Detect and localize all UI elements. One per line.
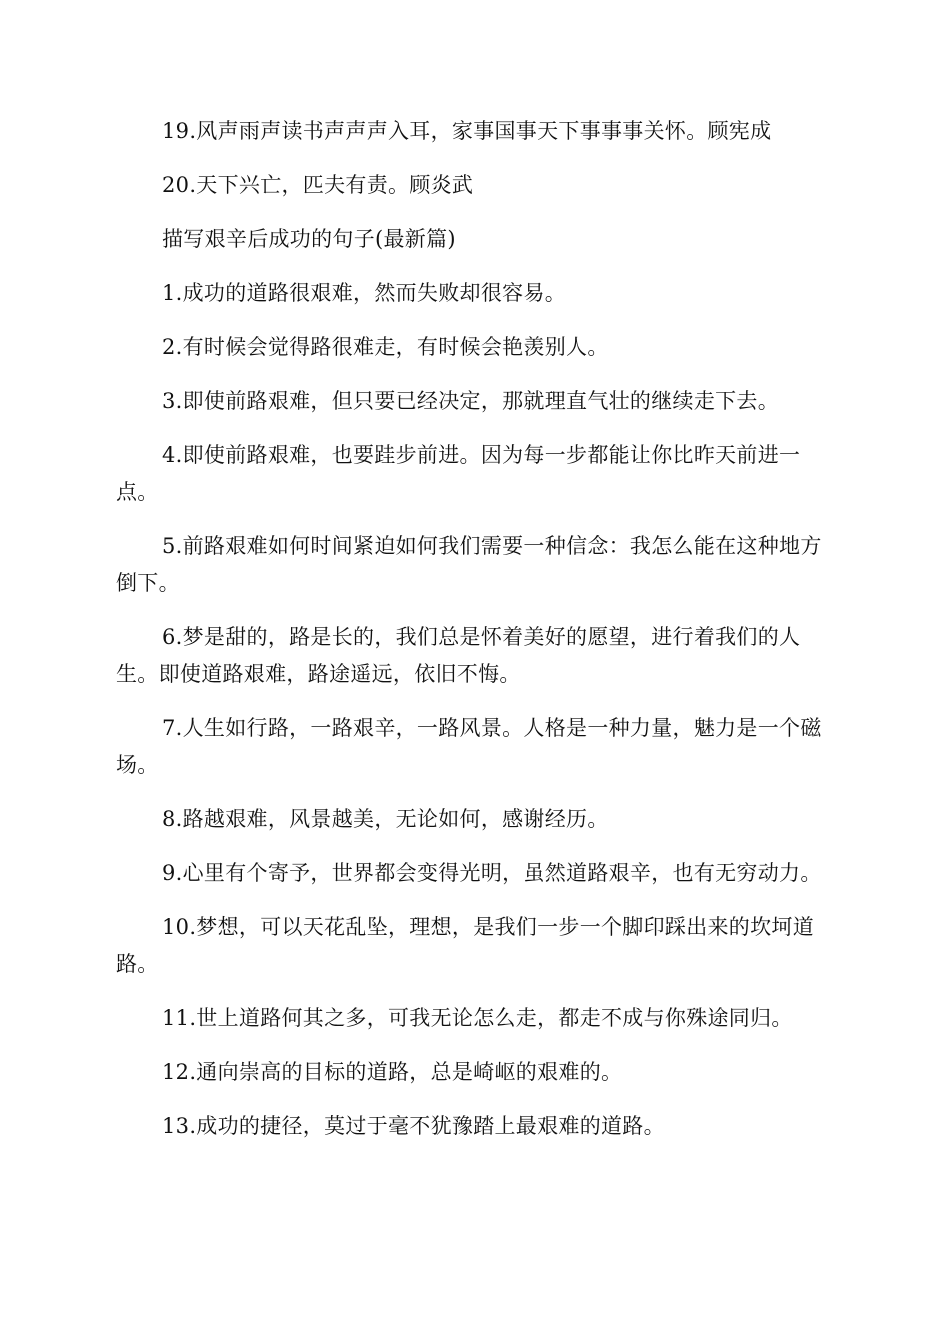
section-heading: 描写艰辛后成功的句子(最新篇) xyxy=(162,227,456,251)
quote-paragraph: 8.路越艰难，风景越美，无论如何，感谢经历。 xyxy=(162,807,609,831)
quote-paragraph: 6.梦是甜的，路是长的，我们总是怀着美好的愿望，进行着我们的人生。即使道路艰难，路途遥远，依旧不悔。 xyxy=(116,625,801,686)
quote-paragraph: 13.成功的捷径，莫过于毫不犹豫踏上最艰难的道路。 xyxy=(162,1114,665,1138)
quote-paragraph: 5.前路艰难如何时间紧迫如何我们需要一种信念：我怎么能在这种地方倒下。 xyxy=(116,534,822,595)
quote-paragraph: 11.世上道路何其之多，可我无论怎么走，都走不成与你殊途同归。 xyxy=(162,1006,793,1030)
quote-paragraph: 12.通向崇高的目标的道路，总是崎岖的艰难的。 xyxy=(162,1060,623,1084)
quote-paragraph: 4.即使前路艰难，也要跬步前进。因为每一步都能让你比昨天前进一点。 xyxy=(116,443,801,504)
quote-paragraph: 2.有时候会觉得路很难走，有时候会艳羡别人。 xyxy=(162,335,609,359)
quote-paragraph: 10.梦想，可以天花乱坠，理想，是我们一步一个脚印踩出来的坎坷道路。 xyxy=(116,915,814,976)
quote-paragraph: 9.心里有个寄予，世界都会变得光明，虽然道路艰辛，也有无穷动力。 xyxy=(162,861,822,885)
quote-paragraph: 7.人生如行路，一路艰辛，一路风景。人格是一种力量，魅力是一个磁场。 xyxy=(116,716,822,777)
quote-paragraph: 3.即使前路艰难，但只要已经决定，那就理直气壮的继续走下去。 xyxy=(162,389,780,413)
quote-paragraph: 19.风声雨声读书声声声入耳，家事国事天下事事事关怀。顾宪成 xyxy=(162,119,772,143)
quote-paragraph: 20.天下兴亡，匹夫有责。顾炎武 xyxy=(162,173,474,197)
document-body xyxy=(116,113,836,1162)
quote-paragraph: 1.成功的道路很艰难，然而失败却很容易。 xyxy=(162,281,567,305)
